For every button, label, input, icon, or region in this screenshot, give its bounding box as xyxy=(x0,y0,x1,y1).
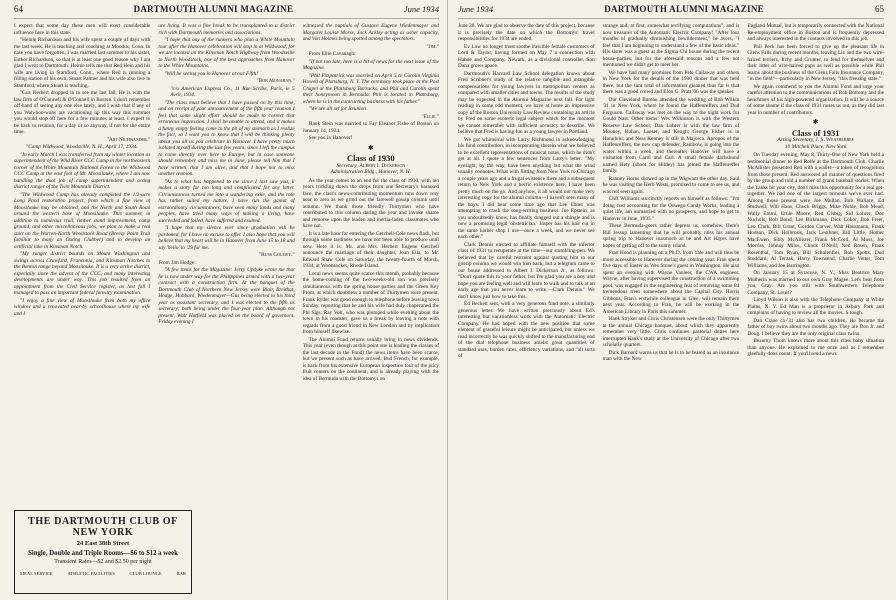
secretary-name: Albert I. Dickerson xyxy=(359,162,406,169)
paragraph: "Heinie Richardson and his wife spent a couple of days with me last week. He is teaching and coaching at Moodus, Conn. In case you have forgotten, I was married last summer to his sister, Esther Richardson, so that is at least one good reason why I am glad I went to Dartmouth. Heinie tells me that Red Hein and his wife are living in Stamford, Conn., where Red is running a filling station of his own. Stuart Palmer and his wife also live in Stamford, where Stuart is teaching. xyxy=(14,37,151,89)
class-1930-secretary xyxy=(303,163,439,176)
paragraph: We again commend to you the Alumni Fund and urge your careful attention to the communications of Bob Bottomy and the henchmen of his high-powered organization. It will be a source of some shame if the class of 1931 noses us out, as they did last year in number of contributors. xyxy=(747,83,884,116)
signature: "Bob Monahan." xyxy=(256,78,295,84)
left-issue-date: June 1934 xyxy=(403,4,439,14)
signature: "Art Nichwander." xyxy=(106,136,151,143)
secretary-address: Administration Bldg., Hanover, N. H. xyxy=(330,169,412,175)
paragraph: England Mutual, but is temporarily connected with the National Re-employment office in Boston and is frequently depressed and always interested in the contacts involved in this job. xyxy=(747,23,884,42)
left-col-2 xyxy=(158,23,294,509)
paragraph: Clark Dennis elected to affiliate himself with the inferior class of 1931 to recuperate at the time—our stumbling-pen. We believed that by careful restraint against quoting him in our gossip column we would win him back, but a telegram came to our house addressed to Albert I. Dickerson Jr., as follows: "Don't quote this to your father, but I'm glad you are a boy and hope you are feeling well and will learn to walk and to talk at an early age that you never learn to write.—Clark Dennis." We don't know just how to take this. xyxy=(458,241,595,300)
paragraph: "A few items for the Magazine: Jerry Updyke wrote me that he is now under way for the Philippines armed with a two-year contract with a construction firm. At the banquet of the Dartmouth Club of Northern New Jersey were Blair, Breithut, Hodge, Hubbard, Wiedenmayer—Gus being elected to his third year as assistant secretary, and I was elected to the fifth as secretary; both being under the four-year plan. Although not present, Walt Hatfield was placed on the board of governors. Friday evening I xyxy=(158,267,295,325)
paragraph: "The class must believe that I have passed on by this time, and on receipt of your announcement of the fifth year reunion I feel that some slight effort should be made to correct that erroneous impression. I shall be unable to attend, and it makes a funny empty feeling come to the pit of my stomach as I realize the fact, so I want you to know that I will be thinking plenty about you all as you celebrate in Hanover. I have pretty much isolated myself during the last few years, since I left the campus to come directly over here to Europe, but in case someone should remember and miss me in June, please tell him that I have written, that I am alive, and that I hope not to miss another reunion. xyxy=(158,99,295,177)
signature: "Ellie." xyxy=(421,113,439,120)
right-col-2 xyxy=(603,23,740,593)
paragraph: The Alumni Fund returns usually bring in news dividends. This year (even though at this point one is leading the classes of the last decade in the Fund) the news items have been scarce, but we present such as have arrived. Bud French, for example, is back from his extensive European inspection tour of the juicy fruit centers on the continent, and is already playing with the idea of Bermuda with the Bottomys on xyxy=(302,336,439,382)
ad-feature: MEAL SERVICE xyxy=(20,571,53,576)
ad-feature: CLUB LOUNGE xyxy=(129,571,162,576)
secretary-label: Secretary, xyxy=(336,162,358,169)
paragraph: From Jim Hodge: xyxy=(158,259,196,266)
paragraph: "Phil Fitzpatrick was married on April 5 to Carolin Virginia Howell of Plattsburg, N. Y. The ceremony took place at the Post Chapel at the Plattsburg Barracks, and Phil and Carolin spent their honeymoon in Bermuda. Phil is located in Plattsburg, where he is in the contracting business with his father." xyxy=(302,72,439,105)
secretary-address: 10 Mitchell Place, New York xyxy=(784,143,847,150)
secretary-label: Acting Secretary, xyxy=(777,137,815,143)
paragraph: Dan Crane cx-'31 also has two children. He became the father of boy twins about two months ago. They are Don Jr. and Doug. I believe they are the only original class twins. xyxy=(747,317,884,337)
paragraph: We have had many promises from Pete Callaway and others in New York for the details of the 1930 dinner that was held there, but the sum total of information gleaned thus far is that there was a good crowd and Elon G. Pratt '06 was the speaker. xyxy=(602,69,740,95)
ad-address: 24 East 38th Street xyxy=(76,540,130,547)
paragraph: "We are all set for Reunion. xyxy=(308,106,368,112)
paragraph: witnessed the nuptials of Gustave Eugene Wiedenmayer and Margaret Louise Morse, Jack Ackley acting as usher capacity, and Van Holmes being spotted among the spectators. xyxy=(302,23,439,42)
paragraph: "If not too late, here is a bit of news for the next issue of the Magazine. xyxy=(302,58,439,71)
paragraph: "I hope that any of the runners who plan a White Mountain tour after the Hanover celebration will stop in at Wildwood, for we are located on the Kinsman Notch Highway from Woodsville to North Woodstock, one of the best approaches from Hanover to the White Mountains. xyxy=(158,37,295,69)
paragraph: "My ranger district bounds on Mount Washington and swings across Crawford, Franconia, and Kinsman Notches to the Benton range beyond Moosilauke. It is a very active district, especially since the advent of the CCC, and many interesting developments are under way. This job resulted from an appointment from the Civil Service register, as last fall I managed to pass an important federal forestry examination. xyxy=(14,251,151,296)
paragraph: "Will be seeing you in Hanover at our Fifth! xyxy=(164,70,259,77)
left-running-title: DARTMOUTH ALUMNI MAGAZINE xyxy=(133,4,294,14)
section-divider: ✱ xyxy=(367,143,374,152)
signature: "Jim." xyxy=(426,43,439,50)
left-columns xyxy=(14,23,439,509)
class-1931-secretary xyxy=(747,137,884,150)
right-columns xyxy=(458,23,884,593)
paragraph: Ev Low no longer must soothe irascible female customers of Lord & Taylor, having formed on May 7 a connection with Hahne and Company, Newark, as a divisional controller. Son Dana grows apace. xyxy=(458,43,595,69)
letter-dateline: "Camp Wildwood, Woodsville, N. H., April 17, 1934. xyxy=(26,144,138,150)
paragraph: "In early March I was transferred from my winter location as superintendent of the Wild River CCC Camp in the northeastern corner of the White Mountain National Forest to the Wildwood CCC Camp at the east foot of Mt. Moosilauke, where I am now handling the dual job of camp superintendent and acting district ranger of the Twin Mountain District. xyxy=(14,151,151,190)
paragraph: On January 15 at Syracuse, N. Y., Miss Beatrice Mary Mulherin was married to our own Gray Magee. Let's hear from you, Gray. Are you still with Southwestern Telephone Company, St. Louis? xyxy=(747,270,884,296)
ad-title: THE DARTMOUTH CLUB OF NEW YORK xyxy=(28,516,178,538)
paragraph: "As to what has happened to me since I last saw you, it makes a story far too long and complicated for any letter. Circumstances turned me into a wandering exile, and the role has rather suited my nature. I have run the gamut of extraordinary circumstances, have seen many lands and many peoples, have tried many ways of making a living, have succeeded and failed, have suffered and exulted. xyxy=(158,178,295,224)
paragraph: Our Cleveland Bureau attended the wedding of Bob Wilkin '31 in New York, where he found the Haffenreffers and Dud Ferguson. Callaway was met on the way to the night work for Gould Nast. Other items: Wes Wilkinson is with the Western Reserve Law School; Dan Lohrer is with the law firm of Mooney, Hahan, Loeser, and Keogh; George Fisher is in Honolulu; and Ness Kenney is still in Majorca. Apropos of the Haffenreffers, the new cup defender, Rainbow, is going into the water within a week, and thereafter Hanover will have a visitation from Carol and Carl. A small female dachshund named Hety (shoot for Hildey) has joined the Haffenreffer family. xyxy=(602,96,740,174)
paragraph: "The Wildwood Camp has already completed the 1/2-acre Long Pond restoration project, from which a fine view of Moosilauke may be obtained, and the North and South Road around the western base of Moosilauke. This summer, in addition to numerous trail, timber stand improvement, camp ground, and other miscellaneous jobs, we plan to make a real start on the Warren-North Woodstock Road (Breezy Point Trail familiar to many an Outing Clubber) and to develop an artificial lake in Kinsman Notch. xyxy=(14,191,151,250)
paragraph: "I enjoy a fine view of Moosilauke from both my office window and a renovated near-by schoolhouse where my wife and I xyxy=(14,297,151,317)
ad-rooms: Single, Double and Triple Rooms—$6 to $12 a week xyxy=(28,550,178,557)
secretary-name: J. S. Weatherbee xyxy=(815,137,855,143)
right-page xyxy=(448,0,896,600)
letter-dateline: "c/o American Express Co., 11 Rue Scribe, Paris, le 5 Avril, 1934. xyxy=(170,85,295,98)
paragraph: From Ellie Cavanagh: xyxy=(308,51,356,57)
paragraph: As the year comes to an end for the class of 1930, with ten years trickling down the drops from one Secretary's harassed face, the class's news-contributing momentum runs down very near to zero as we grind out the farewell gossip column until autumn. We thank those friendly Thirtymen who have contributed to this column during the year and invoke shame and remorse upon the leaden and inertia-laden classmates who have not. xyxy=(302,177,439,229)
class-1931-heading: Class of 1931 xyxy=(791,127,840,138)
right-issue-date: June 1934 xyxy=(458,4,494,14)
paragraph: strange and, at first, somewhat terrifying computations"; and is now treasurer of the Automatic Electric Company! "After four months of gradually diminishing bewilderment," he avers, "I feel that I am beginning to understand a few of the basic ideas." His sister was a guest at the Sigma Chi house during the recent house-parties, but for the aforesaid reasons and a few not mentioned we didn't get to meet her. xyxy=(602,23,740,68)
paragraph: Local news seems quite scarce this month, probably because the home-coming of the two-weeks-old son was precisely simultaneous with the spring house parties and the Green Key Prom, at which doubtless a number of Thirtymen were present. Frank Ryder was good enough to telephone before leaving town Sunday, reporting that he and his wife had duly chaperoned the Phi Sigs. Ray Volt, who was plumped while evening about the town in his roadster, gave us a break by leaving a note with regards from a good friend in New London and by implication from himself likewise. xyxy=(302,270,439,335)
right-page-number: 65 xyxy=(874,4,884,14)
right-col-3 xyxy=(747,23,884,593)
paragraph: It is a late hour for entering the Getchell-Cole news flash, but through some tardiness we have not been able to produce until now. Here it is: Mr. and Mrs. Herbert Eugene Getchell announce the marriage of their daughter, Joan Ella, to Mr. Edward Shaw Cole on Saturday, the twenty-fourth of March, 1934, at Woonsocket, Rhode Island. xyxy=(302,230,439,269)
ad-feature: BAR xyxy=(176,571,186,576)
right-col-1 xyxy=(458,23,595,593)
paragraph: On Tuesday evening, May 8, Thirty-One of New York held a testimonial dinner to Red Rolfe at the Dartmouth Club. Charlie McAllister presented Red with a wallet—a token of recognition from those present. Red answered all manner of questions fired by the group and told a number of grand baseball stories. When the Yanks hit your city, don't miss this opportunity for a real get-together. We had one of the largest turnouts we've ever had. Among those present were Joe Mullan, Bob Wallace, Ed Studwell, Will Haus, Chuck Briggs, Mike Nohle, Bob Mead, Wally Emmi, Ernie Moore, Red Gisbig, Sid Lohrer, Doc Nuchols, Bob Bond, Lee Birkmann, Dick Cokor, Bob Freer, Leo Clark, Bill Grant, Gordon Carver, Walt Hausmann, Frank Hodson, Dick Holbrook, Jack Leuthner, Bill Little, Homer MacEwen, Sibly McAllister, Frank McCord, Al Moss, Joe Morriss, Johnny Milos, Chuck O'Neill, Ned Rosen, Frank Rosenthal, Tom Ryan, Bill Schulenfrei, Bob Spotts, Dod Stoddard, Al Terzak, Harry Townsend, Charlie Vetter, Tom Williams, and Joe Barrington. xyxy=(747,152,884,269)
left-col-3 xyxy=(303,23,439,509)
section-divider: ✱ xyxy=(812,118,819,126)
left-page-number: 64 xyxy=(14,4,23,14)
paragraph: Lloyd Wilson is also with the Telephone Company at White Plains, N. Y. Ed Man is a proprietor in Asbury Park and complains of having to review all the movies. S tough. xyxy=(747,297,884,316)
paragraph: Ed Beckett sent, with a very generous fund note, a similarly generous letter. We have written previously about Ed's interesting but vacationless work with the Automatic Electric Company. He had hoped with the new position that some element of graceful leisure might be anticipated, but unless we read incorrectly he was quickly shifted to the manufacturing end of the dial telephone business amidst great quantities of standard uses, burden rates, efficiency variations, and "all sorts of xyxy=(458,301,595,359)
paragraph: Beaumy Thom knows more about this class baby situation than anyone. He explained to me once and as I remember gleefully dons count. If you'll send a news xyxy=(747,338,884,357)
paragraph: "Gus Herbert dropped in to see me last fall. He is with the law firm of O'Connell & O'Connell in Boston. I don't remember off-hand of seeing any one else lately, and I wish that if any of you Wah-hoo-wahs are vacationing up this way this summer you would stop off here for a few minutes at least. I expect to be back to reunion, for a day or so anyway, if not for the entire time. xyxy=(14,90,151,135)
left-running-head xyxy=(14,4,439,19)
paragraph: Ranney Horns showed up in the Wigwam the other day. Said he was visiting the Herb Wests, promised to come to see us, and was not seen again. xyxy=(602,175,740,195)
class-1930-heading: Class of 1930 xyxy=(346,153,395,163)
paragraph: Dartmouth's Harvard Law School delegation knows about Fred Scribner's study of the relative tangible and intangible compensations for young lawyers in metropolitan centers as compared with smaller cities and towns. The results of the study may be expected in the Alumni Magazine next fall. For light reading in some odd moment, we have at home an impressive copy of the Boston University Law Review containing an article by Fred on some esoteric legal subject which for the moment we cannot remember with sufficient accuracy to describe. We believe that Fred is having fun as a young lawyer in Portland. xyxy=(458,70,595,135)
paragraph: Phil Peck has been forced to give up the pleasant life in Glens Falls during recent months, leaving Liz and the two wire-haired terriers, Itchy and Grunter, to fend for themselves and their litter of wire-haired pups as well as possible while Phil learns about the business of the Glens Falls Insurance Company, "in the field"—particularly in New Jersey, "this freezing state." xyxy=(747,43,884,82)
signature: "Russ Goudey." xyxy=(258,252,295,258)
paragraph: Hank Stryker and Chris Christensen were the only Thirtymen at the annual Chicago banquet, about which they apparently remember very little. Chris continues pastorial duties here interrupted Hank's study at the University of Chicago after two scholarly quarters. xyxy=(602,316,740,348)
ad-rates: Transient Rates—$2 and $2.50 per night xyxy=(54,559,152,565)
right-running-title: DARTMOUTH ALUMNI MAGAZINE xyxy=(604,4,764,14)
paragraph: We got whimsical with Larry Richmond in acknowledging his fund contribution, in incorporating therein what we believed to be excellent representations of musical notes, which he didn't get at all. I quote a few sentences from Larry's letter: "My eyesight, by the way, have been anything but what the wind usually connotes. What with flitting from New York to Chicago a couple years ago and a frugal existence there and a subsequent return to New York and a hectic existence here, I have been pretty much on the go. And anyhow, it all would not make very interesting copy for the alumni column—I haven't seen many of the boys. I did hear some time ago that Lee Ebner was attempting to crash the song-writing business. Joe Epstein, as you undoubtedly know, has finally dragged out a shingle and is now a promising legal 'obstetrician.' Jasper has his hair cut in the same barber shop I use—once a week, and we never see each other." xyxy=(458,136,595,240)
ad-feature: ATHLETIC FACILITIES xyxy=(67,571,115,576)
left-col-1 xyxy=(14,23,150,509)
paragraph: Hank Stein was married to Fay Eleanor Fishe of Boston on January 14, 1934. xyxy=(302,121,439,134)
paragraph: Dick Barnard warns us that he is to be feared as an insurance man with the New xyxy=(602,349,740,362)
paragraph: I expect that some day these men will exert considerable influence here in this state. xyxy=(14,23,151,36)
right-running-head xyxy=(458,4,884,19)
paragraph: June 30. We are glad to observe the date of this project, because it is precisely the date on which the Bottomys' travel responsibilities for 1934 are ended. xyxy=(458,23,595,42)
paragraph: These Bermuda-goers rather depress us, somehow. Here's Bill Jessup lamenting that he will probably miss his annual spring trip to Hanover inasmuch as he and Art Hayes have hopes of getting off to the sunny island. xyxy=(602,223,740,249)
ad-features xyxy=(18,571,188,576)
paragraph: are living. It was a fine break to be transplanted to a district rich with Dartmouth memories and associations. xyxy=(158,23,295,36)
club-advertisement xyxy=(14,510,192,594)
paragraph: "I hope that my silence ever since graduation will be pardoned, for I have no excuse to offer. I also hope that you will believe that my heart will be in Hanover from June 15 to 18 and say 'hello' to '29 for me. xyxy=(158,225,295,251)
paragraph: See you in Hanover! xyxy=(308,135,353,141)
paragraph: Cliff Williams succinctly reports on himself as follows: "I'm doing cost accounting for the Oswego Candy Works, leading a quiet life, am unmarried with no prospects, and hope to get to Hanover in June, 1935." xyxy=(602,196,740,222)
paragraph: Fran Hood is planning on a Ph.D. from Yale and will thus be more accessible to Hanover during the coming year. Fran spent five days of Easter as Wes Stone's guest in Washington. He also spent an evening with Wayne Vanleer, the CWA engineer. Wayne, after having supervised the construction of a swimming pool, was engaged in the engineering feat of removing some 84 tremendous trees somewhere about the Capital City. Horris Gibbons, Fran's erstwhile colleague in Glee, will remain there next year. According to Fran, he will be working in the American Library in Paris this summer. xyxy=(602,250,740,315)
